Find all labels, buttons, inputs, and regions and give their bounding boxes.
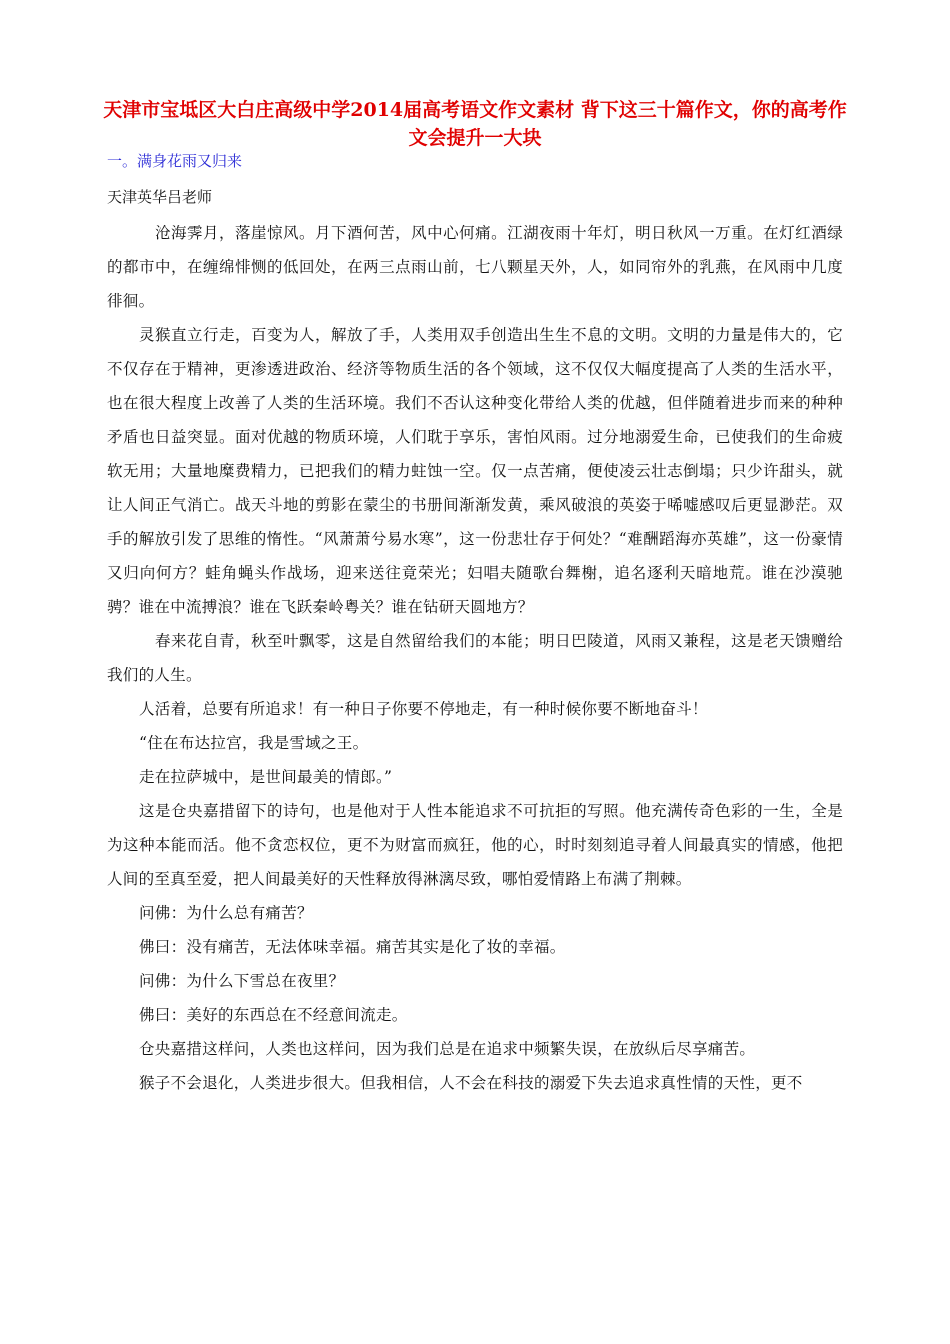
paragraph: “住在布达拉宫，我是雪域之王。 bbox=[139, 734, 369, 752]
paragraph: 人活着，总要有所追求！有一种日子你要不停地走，有一种时候你要不断地奋斗！ bbox=[139, 700, 708, 718]
paragraph: 春来花自青，秋至叶飘零，这是自然留给我们的本能；明日巴陵道，风雨又兼程，这是老天馈赠给我们的人生。 bbox=[107, 632, 843, 684]
author-line: 天津英华吕老师 bbox=[107, 188, 213, 206]
paragraph: 走在拉萨城中，是世间最美的情郎。” bbox=[139, 768, 393, 786]
paragraph: 问佛：为什么总有痛苦？ bbox=[139, 904, 313, 922]
section-heading: 一。满身花雨又归来 bbox=[107, 152, 243, 170]
paragraph: 仓央嘉措这样问，人类也这样问，因为我们总是在追求中频繁失误，在放纵后尽享痛苦。 bbox=[139, 1040, 756, 1058]
essay-body bbox=[107, 216, 843, 1100]
paragraph: 沧海霁月，落崖惊风。月下酒何苦，风中心何痛。江湖夜雨十年灯，明日秋风一万重。在灯红酒绿的都市中，在缠绵悱恻的低回处，在两三点雨山前，七八颗星天外，人，如同帘外的乳燕，在风雨中几度徘徊。 bbox=[107, 224, 843, 310]
paragraph: 灵猴直立行走，百变为人，解放了手，人类用双手创造出生生不息的文明。文明的力量是伟大的，它不仅存在于精神，更渗透进政治、经济等物质生活的各个领域，这不仅仅大幅度提高了人类的生活水平，也在很大程度上改善了人类的生活环境。我们不否认这种变化带给人类的优越，但伴随着进步而来的种种矛盾也日益突显。面对优越的物质环境，人们耽于享乐，害怕风雨。过分地溺爱生命，已使我们的生命疲软无用；大量地糜费精力，已把我们的精力蛀蚀一空。仅一点苦痛，便使凌云壮志倒塌；只少许甜头，就让人间正气消亡。战天斗地的剪影在蒙尘的书册间渐渐发黄，乘风破浪的英姿于唏嘘感叹后更显渺茫。双手的解放引发了思维的惰性。“风萧萧兮易水寒”，这一份悲壮存于何处？“难酬蹈海亦英雄”，这一份豪情又归向何方？蛙角蝇头作战场，迎来送往竟荣光；妇唱夫随歌台舞榭，追名逐利天暗地荒。谁在沙漠驰骋？谁在中流搏浪？谁在飞跃秦岭粤关？谁在钻研天圆地方？ bbox=[107, 326, 843, 616]
document-title: 天津市宝坻区大白庄高级中学2014届高考语文作文素材 背下这三十篇作文，你的高考作文会提升一大块 bbox=[103, 99, 847, 149]
paragraph: 佛曰：美好的东西总在不经意间流走。 bbox=[139, 1006, 408, 1024]
paragraph: 这是仓央嘉措留下的诗句，也是他对于人性本能追求不可抗拒的写照。他充满传奇色彩的一生，全是为这种本能而活。他不贪恋权位，更不为财富而疯狂，他的心，时时刻刻追寻着人间最真实的情感，他把人间的至真至爱，把人间最美好的天性释放得淋漓尽致，哪怕爱情路上布满了荆棘。 bbox=[107, 802, 843, 888]
paragraph: 佛曰：没有痛苦，无法体味幸福。痛苦其实是化了妆的幸福。 bbox=[139, 938, 566, 956]
paragraph: 问佛：为什么下雪总在夜里？ bbox=[139, 972, 345, 990]
paragraph: 猴子不会退化，人类进步很大。但我相信，人不会在科技的溺爱下失去追求真性情的天性，更不 bbox=[139, 1074, 803, 1092]
